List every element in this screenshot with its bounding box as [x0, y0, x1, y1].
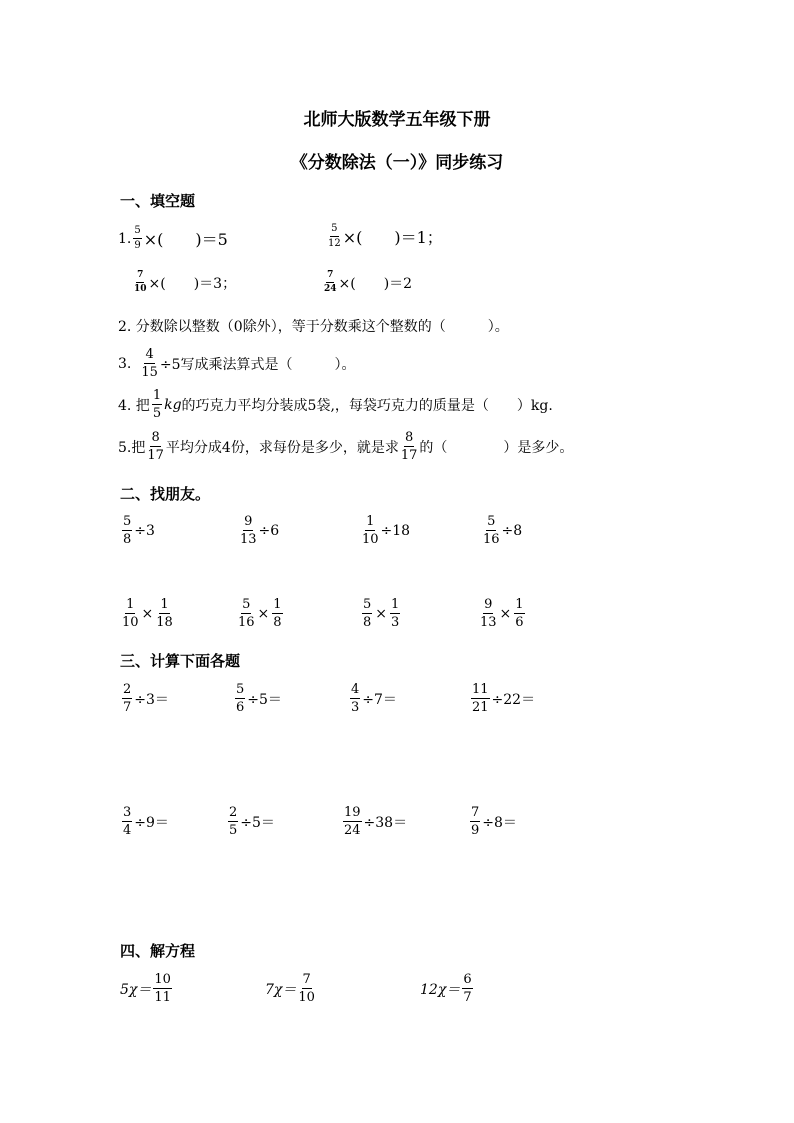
q1-c-expression: ×( )＝3；	[148, 275, 237, 292]
fraction: $\frac{7}{24}$	[324, 270, 337, 294]
q4-text: 的巧克力平均分装成5袋,，每袋巧克力的质量是（ ）kg.	[181, 397, 553, 414]
fraction: $\frac{1}{5}$	[152, 388, 162, 421]
q1-c	[132, 271, 236, 294]
fraction: $\frac{5}{16}$	[483, 514, 500, 547]
section-heading-fill-blank: 一、填空题	[120, 192, 196, 210]
fraction: $\frac{1}{3}$	[391, 597, 400, 630]
page-subtitle: 《分数除法（一）》同步练习	[290, 153, 504, 173]
q1-a-expression: ×( )＝5	[143, 230, 228, 249]
equation-lhs: 7χ＝	[265, 981, 297, 998]
match-product	[120, 598, 175, 629]
q5-label: 5.把	[118, 439, 146, 456]
q4-unit: kg	[164, 396, 182, 413]
match-product	[478, 598, 527, 629]
calc-expression: ÷3＝	[134, 691, 169, 708]
match-item	[120, 515, 155, 546]
match-expression: ÷8	[501, 522, 523, 539]
fraction: $\frac{7}{9}$	[471, 805, 480, 838]
fraction: $\frac{1}{10}$	[122, 597, 139, 630]
fraction: $\frac{5}{8}$	[123, 514, 132, 547]
fraction: $\frac{4}{15}$	[141, 347, 158, 380]
calc-item	[120, 683, 169, 714]
calc-item	[120, 806, 169, 837]
fraction: $\frac{9}{13}$	[240, 514, 257, 547]
fraction: $\frac{2}{7}$	[123, 682, 132, 715]
fraction: $\frac{7}{10}$	[298, 972, 315, 1005]
times-sign: ×	[257, 605, 270, 622]
calc-expression: ÷8＝	[482, 814, 517, 831]
match-item	[360, 515, 410, 546]
equation-item	[420, 973, 475, 1004]
section-heading-equations: 四、解方程	[120, 942, 196, 960]
page-title: 北师大版数学五年级下册	[303, 110, 491, 130]
q1-a	[118, 226, 228, 251]
times-sign: ×	[499, 605, 512, 622]
q1-b	[326, 224, 443, 249]
calc-item	[468, 806, 517, 837]
fraction: $\frac{1}{10}$	[362, 514, 379, 547]
calc-expression: ÷22＝	[491, 691, 536, 708]
fraction: $\frac{8}{17}$	[147, 430, 164, 463]
q3	[118, 348, 356, 379]
equation-item	[120, 973, 174, 1004]
q2: 2. 分数除以整数（0除外），等于分数乘这个整数的（ ）。	[118, 319, 509, 335]
equation-lhs: 5χ＝	[120, 981, 152, 998]
fraction: $\frac{10}{11}$	[154, 972, 171, 1005]
q1-b-expression: ×( )＝1；	[342, 228, 443, 247]
match-expression: ÷3	[134, 522, 155, 539]
times-sign: ×	[141, 605, 154, 622]
fraction: $\frac{1}{18}$	[156, 597, 173, 630]
equation-item	[265, 973, 317, 1004]
fraction: $\frac{4}{3}$	[351, 682, 360, 715]
q4-label: 4. 把	[118, 397, 150, 414]
fraction: $\frac{9}{13}$	[480, 597, 497, 630]
calc-expression: ÷38＝	[363, 814, 408, 831]
match-product	[360, 598, 402, 629]
fraction: $\frac{5}{8}$	[363, 597, 372, 630]
fraction: $\frac{6}{7}$	[463, 972, 472, 1005]
q5-text-tail: 的（ ）是多少。	[419, 439, 574, 456]
section-heading-calculate: 三、计算下面各题	[120, 652, 241, 670]
match-expression: ÷18	[380, 522, 411, 539]
match-product	[236, 598, 285, 629]
calc-item	[348, 683, 397, 714]
fraction: $\frac{8}{17}$	[400, 430, 418, 463]
q1-d	[322, 271, 412, 294]
fraction: $\frac{5}{16}$	[238, 597, 255, 630]
equation-lhs: 12χ＝	[420, 981, 461, 998]
match-item	[481, 515, 522, 546]
q5-text: 平均分成4份，求每份是多少，就是求	[165, 439, 399, 456]
calc-expression: ÷7＝	[362, 691, 397, 708]
calc-expression: ÷5＝	[240, 814, 275, 831]
fraction: $\frac{5}{6}$	[236, 682, 245, 715]
q1-label: 1.	[118, 230, 132, 247]
q3-text: ÷5写成乘法算式是（ ）。	[159, 356, 356, 373]
calc-expression: ÷9＝	[134, 814, 169, 831]
q5	[118, 431, 573, 462]
match-item	[238, 515, 279, 546]
section-heading-match: 二、找朋友。	[120, 485, 211, 503]
fraction: $\frac{1}{8}$	[273, 597, 282, 630]
fraction: $\frac{5}{9}$	[134, 225, 141, 251]
calc-item	[233, 683, 282, 714]
fraction: $\frac{5}{12}$	[328, 223, 341, 249]
fraction: $\frac{7}{10}$	[134, 270, 147, 294]
match-expression: ÷6	[258, 522, 280, 539]
fraction: $\frac{11}{21}$	[472, 682, 489, 715]
fraction: $\frac{3}{4}$	[123, 805, 132, 838]
fraction: $\frac{19}{24}$	[344, 805, 361, 838]
calc-item	[469, 683, 535, 714]
fraction: $\frac{1}{6}$	[515, 597, 524, 630]
calc-item	[226, 806, 275, 837]
times-sign: ×	[375, 605, 388, 622]
fraction: $\frac{2}{5}$	[229, 805, 238, 838]
calc-item	[341, 806, 407, 837]
calc-expression: ÷5＝	[247, 691, 282, 708]
q3-label: 3.	[118, 355, 132, 372]
q4	[118, 389, 553, 420]
q1-d-expression: ×( )＝2	[338, 275, 413, 292]
